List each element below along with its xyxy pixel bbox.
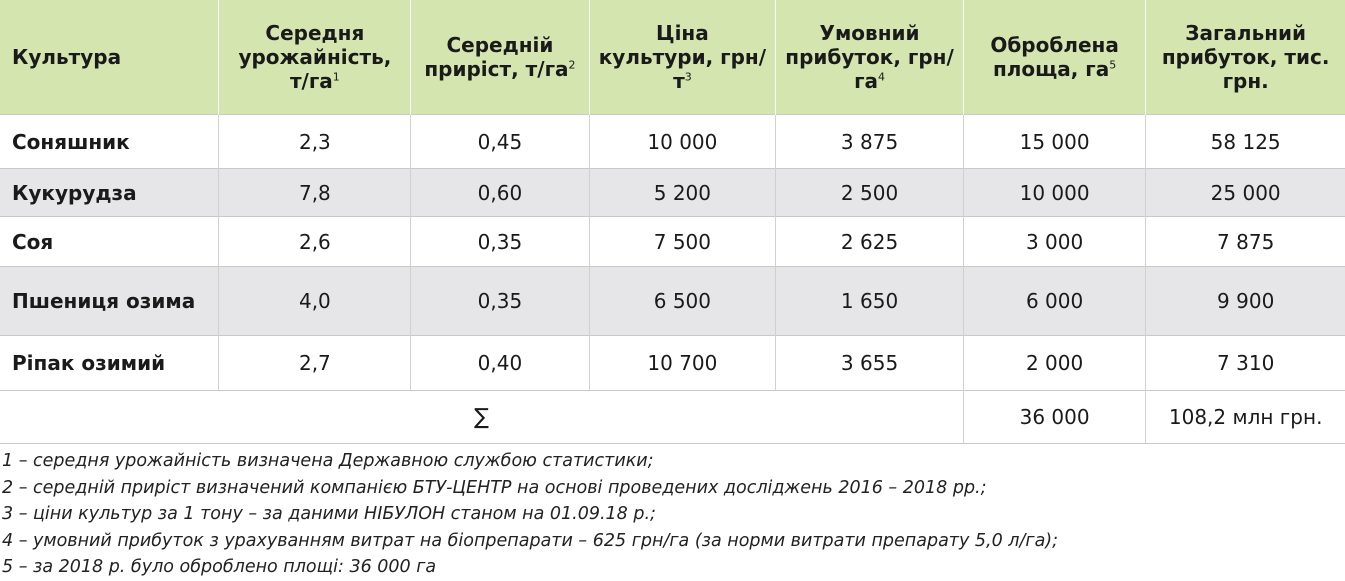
header-increase: Середній приріст, $т/га^2$ — [411, 0, 589, 115]
increase-cell: 0,40 — [411, 336, 589, 391]
header-yield: Середня урожайність, $т/га^1$ — [219, 0, 411, 115]
area-cell: 15 000 — [963, 115, 1145, 169]
yield-cell: 7,8 — [219, 169, 411, 217]
yield-cell: 4,0 — [219, 267, 411, 336]
increase-cell: 0,60 — [411, 169, 589, 217]
sum-symbol: ∑ — [0, 391, 963, 444]
area-cell: 10 000 — [963, 169, 1145, 217]
table-row — [0, 115, 1345, 169]
total-profit-cell: 108,2 млн грн. — [1146, 391, 1345, 444]
total-cell: 9 900 — [1146, 267, 1345, 336]
total-cell: 25 000 — [1146, 169, 1345, 217]
header-price: Ціна культури, грн/$т^3$ — [589, 0, 776, 115]
total-cell: 7 875 — [1146, 217, 1345, 267]
area-cell: 6 000 — [963, 267, 1145, 336]
footnote: 5 – за 2018 р. було оброблено площі: 36 000 га — [2, 557, 437, 577]
profit-cell: 2 625 — [776, 217, 964, 267]
crop-name: Ріпак озимий — [0, 336, 219, 391]
header-row — [0, 0, 1345, 115]
profit-cell: 1 650 — [776, 267, 964, 336]
yield-cell: 2,7 — [219, 336, 411, 391]
header-area: Оброблена площа, $га^5$ — [963, 0, 1145, 115]
yield-cell: 2,6 — [219, 217, 411, 267]
header-crop: Культура — [0, 0, 219, 115]
increase-cell: 0,35 — [411, 267, 589, 336]
footnote: 3 – ціни культур за 1 тону – за даними НІБУЛОН станом на 01.09.18 р.; — [2, 504, 656, 524]
footnote: 2 – середній приріст визначений компанією БТУ-ЦЕНТР на основі проведених досліджень 2016 – 2018 рр.; — [2, 477, 987, 498]
header-total: Загальний прибуток, тис. грн. — [1146, 0, 1345, 115]
header-profit: Умовний прибуток, грн/$га^4$ — [776, 0, 964, 115]
price-cell: 10 700 — [589, 336, 776, 391]
crop-name: Пшениця озима — [0, 267, 219, 336]
crop-name: Соя — [0, 217, 219, 267]
total-cell: 58 125 — [1146, 115, 1345, 169]
crop-name: Кукурудза — [0, 169, 219, 217]
increase-cell: 0,45 — [411, 115, 589, 169]
table-row — [0, 267, 1345, 336]
price-cell: 10 000 — [589, 115, 776, 169]
profit-cell: 3 875 — [776, 115, 964, 169]
totals-row — [0, 391, 1345, 444]
footnote: 4 – умовний прибуток з урахуванням витрат на біопрепарати – 625 грн/га (за норми витрати препарату 5,0 л/га); — [2, 530, 1059, 551]
area-cell: 2 000 — [963, 336, 1145, 391]
area-cell: 3 000 — [963, 217, 1145, 267]
table-row — [0, 336, 1345, 391]
price-cell: 7 500 — [589, 217, 776, 267]
table-row — [0, 169, 1345, 217]
price-cell: 6 500 — [589, 267, 776, 336]
total-area-cell: 36 000 — [963, 391, 1145, 444]
table-row — [0, 217, 1345, 267]
profit-cell: 2 500 — [776, 169, 964, 217]
total-cell: 7 310 — [1146, 336, 1345, 391]
footnotes — [0, 448, 1345, 581]
profit-cell: 3 655 — [776, 336, 964, 391]
crop-name: Соняшник — [0, 115, 219, 169]
price-cell: 5 200 — [589, 169, 776, 217]
footnote: 1 – середня урожайність визначена Державною службою статистики; — [2, 451, 654, 471]
yield-cell: 2,3 — [219, 115, 411, 169]
increase-cell: 0,35 — [411, 217, 589, 267]
